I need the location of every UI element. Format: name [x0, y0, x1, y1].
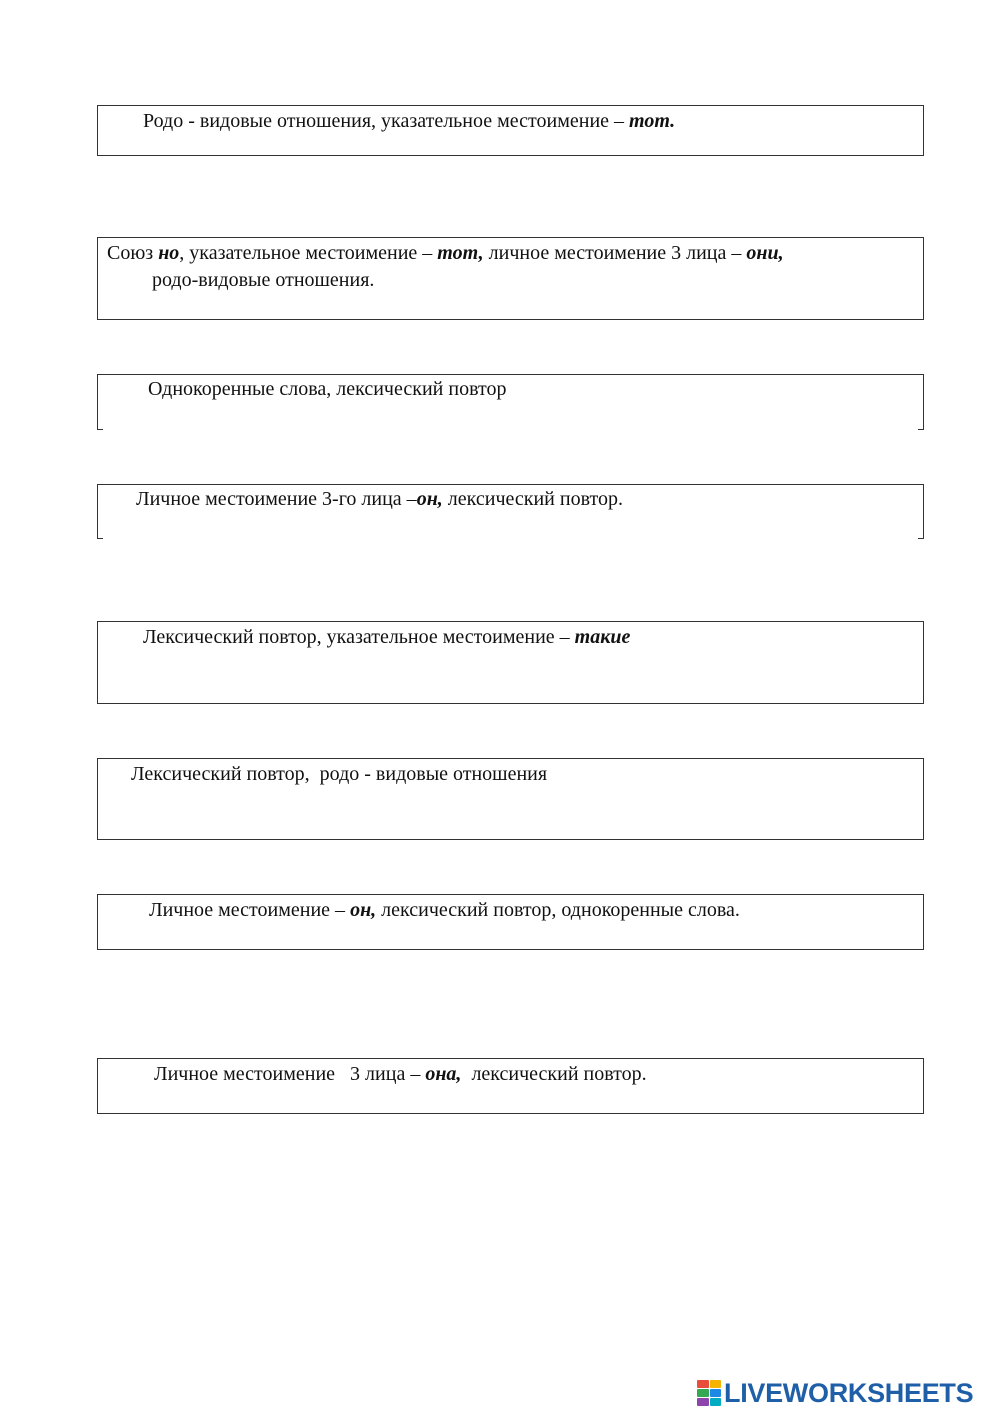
answer-text: Личное местоимение – он, лексический повтор, однокоренные слова. — [149, 899, 740, 921]
answer-text: Союз но, указательное местоимение – тот, личное местоимение 3 лица – они, родо-видовые отношения. — [107, 242, 784, 291]
logo-blocks-icon — [697, 1380, 721, 1406]
answer-text: Лексический повтор, указательное местоимение – такие — [143, 626, 631, 648]
answer-box-5 — [97, 621, 924, 704]
answer-box-4 — [97, 484, 924, 539]
answer-text: Родо - видовые отношения, указательное местоимение – тот. — [143, 110, 676, 132]
logo-text: LIVEWORKSHEETS — [724, 1377, 974, 1408]
answer-text: Лексический повтор, родо - видовые отношения — [131, 763, 548, 785]
answer-box-6 — [97, 758, 924, 840]
answer-text: Личное местоимение 3 лица – она, лексический повтор. — [154, 1063, 647, 1085]
answer-box-3 — [97, 374, 924, 430]
liveworksheets-logo — [697, 1378, 973, 1408]
answer-box-8 — [97, 1058, 924, 1114]
answer-box-7 — [97, 894, 924, 950]
answer-text: Личное местоимение 3-го лица –он, лексический повтор. — [136, 488, 624, 510]
answer-box-2 — [97, 237, 924, 320]
answer-text: Однокоренные слова, лексический повтор — [148, 378, 507, 400]
answer-box-1 — [97, 105, 924, 156]
